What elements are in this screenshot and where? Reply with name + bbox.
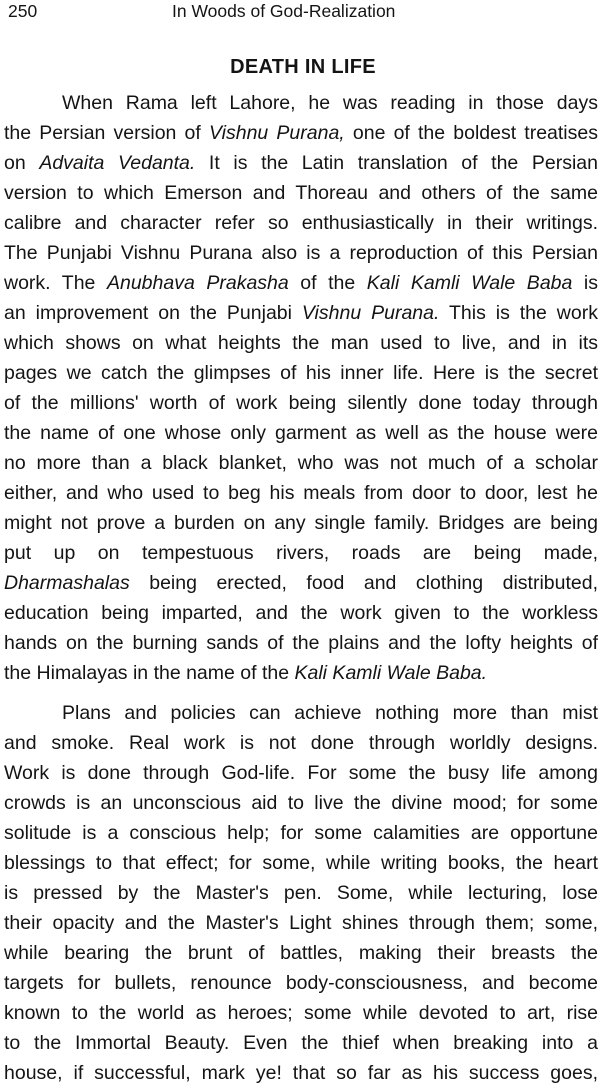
text-run: This is the work [439,302,598,324]
text-line [4,358,598,388]
text-line [4,998,598,1028]
text-line [4,908,598,938]
text-run: education being imparted, and the work given to the workless [4,602,598,624]
text-line [4,448,598,478]
text-line [4,418,598,448]
text-run: is [572,272,598,294]
text-line [4,1058,598,1088]
running-header [4,0,596,26]
text-run: hands on the burning sands of the plains and the lofty heights of [4,632,598,654]
text-run: blessings to that effect; for some, while writing books, the heart [4,852,598,874]
page-number: 250 [8,1,38,21]
italic-phrase: Dharmashalas [4,572,130,594]
text-run: might not prove a burden on any single family. Bridges are being [4,512,598,534]
body-text [4,88,598,1088]
text-run: Plans and policies can achieve nothing more than mist [62,702,598,724]
text-line [4,238,598,268]
text-line [4,1028,598,1058]
text-line [4,208,598,238]
text-line [4,88,598,118]
text-line [4,628,598,658]
text-run: the Persian version of [4,122,209,144]
text-line [4,968,598,998]
text-run: targets for bullets, renounce body-consciousness, and become [4,972,598,994]
text-run: It is the Latin translation of the Persian [195,152,598,174]
text-line [4,848,598,878]
text-run: calibre and character refer so enthusiastically in their writings. [4,212,598,234]
text-run: is pressed by the Master's pen. Some, while lecturing, lose [4,882,598,904]
paragraph [4,698,598,1088]
italic-phrase: Kali Kamli Wale Baba [366,272,573,294]
text-line [4,118,598,148]
text-line [4,508,598,538]
text-line [4,568,598,598]
text-run: The Punjabi Vishnu Purana also is a reproduction of this Persian [4,242,598,264]
text-line [4,268,598,298]
text-run: known to the world as heroes; some while devoted to art, rise [4,1002,598,1024]
text-run: the name of one whose only garment as well as the house were [4,422,598,444]
paragraph [4,88,598,688]
text-run: of the millions' worth of work being silently done today through [4,392,598,414]
text-run: solitude is a conscious help; for some calamities are opportune [4,822,598,844]
italic-phrase: Kali Kamli Wale Baba. [294,662,488,684]
text-line [4,758,598,788]
text-run: their opacity and the Master's Light shines through them; some, [4,912,598,934]
text-run: one of the boldest treatises [344,122,598,144]
italic-phrase: Anubhava Prakasha [106,272,289,294]
text-line [4,818,598,848]
text-run: on [4,152,40,174]
text-line [4,728,598,758]
chapter-title: DEATH IN LIFE [230,56,376,78]
text-run: crowds is an unconscious aid to live the divine mood; for some [4,792,598,814]
text-run: work. The [4,272,107,294]
text-run: the Himalayas in the name of the [4,662,295,684]
text-run: version to which Emerson and Thoreau and others of the same [4,182,598,204]
book-title: In Woods of God-Realization [172,1,396,21]
text-line [4,598,598,628]
text-run: being erected, food and clothing distributed, [129,572,598,594]
text-run: put up on tempestuous rivers, roads are being made, [4,542,598,564]
text-line [4,148,598,178]
text-line [4,538,598,568]
text-run: Work is done through God-life. For some the busy life among [4,762,598,784]
text-run: house, if successful, mark ye! that so far as his success goes, [4,1062,598,1084]
text-line [4,658,598,688]
italic-phrase: Vishnu Purana, [208,122,345,144]
text-line [4,938,598,968]
text-line [4,298,598,328]
text-line [4,878,598,908]
text-line [4,328,598,358]
text-line [4,698,598,728]
text-run: and smoke. Real work is not done through worldly designs. [4,732,598,754]
italic-phrase: Advaita Vedanta. [39,152,196,174]
text-run: to the Immortal Beauty. Even the thief when breaking into a [4,1032,598,1054]
text-run: When Rama left Lahore, he was reading in those days [62,92,598,114]
text-run: which shows on what heights the man used to live, and in its [4,332,598,354]
text-run: while bearing the brunt of battles, making their breasts the [4,942,598,964]
text-line [4,178,598,208]
text-line [4,388,598,418]
text-run: of the [288,272,367,294]
text-run: pages we catch the glimpses of his inner life. Here is the secret [4,362,598,384]
text-line [4,788,598,818]
text-run: either, and who used to beg his meals from door to door, lest he [4,482,598,504]
paragraph-gap [4,688,598,698]
text-run: an improvement on the Punjabi [4,302,302,324]
italic-phrase: Vishnu Purana. [301,302,440,324]
text-line [4,478,598,508]
text-run: no more than a black blanket, who was not much of a scholar [4,452,598,474]
